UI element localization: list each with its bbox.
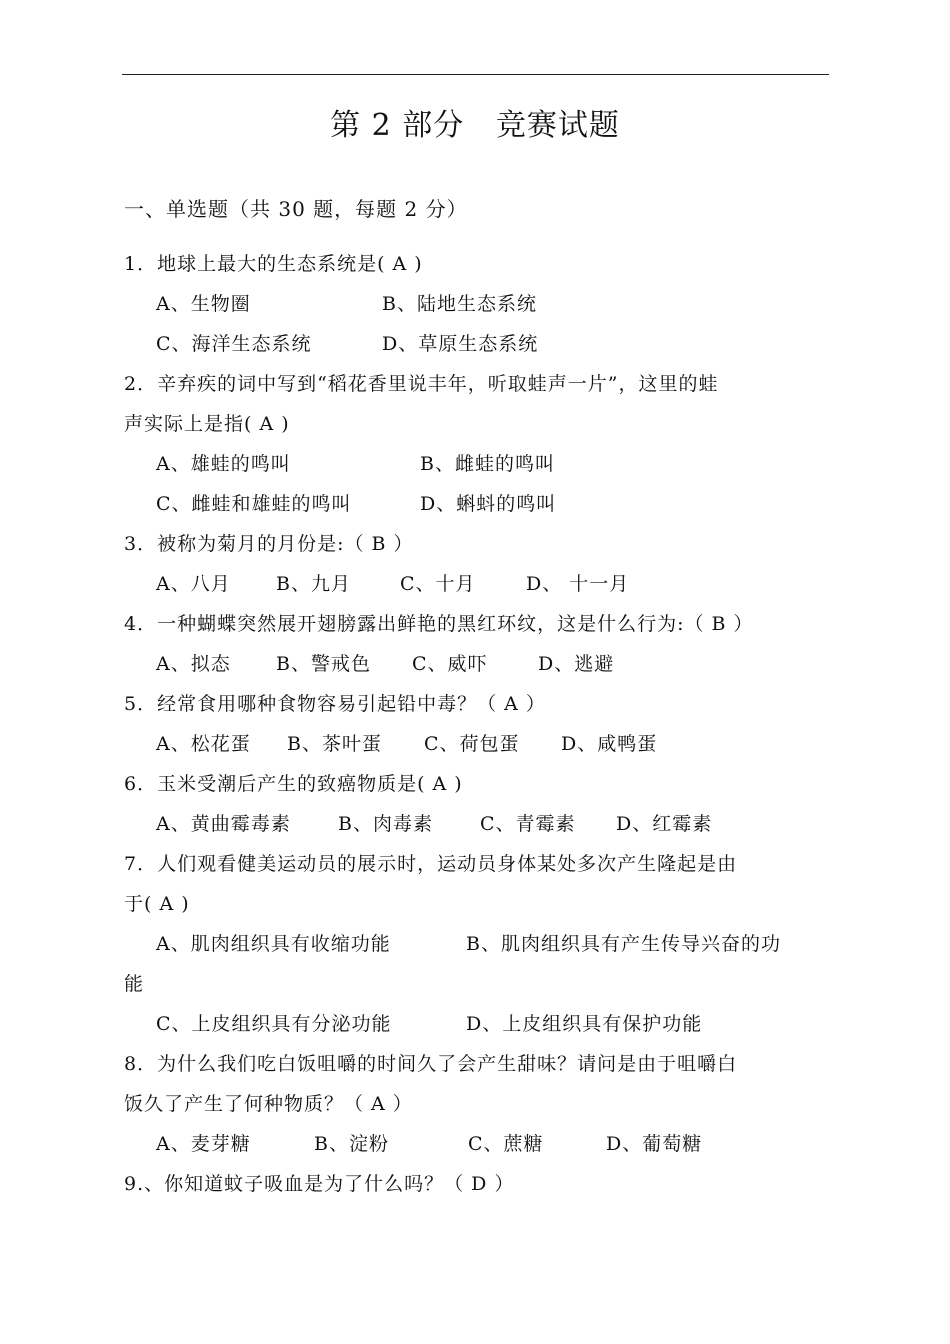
option-b: B、九月 — [276, 573, 351, 595]
option-a: A、生物圈 — [156, 293, 251, 315]
option-a: A、黄曲霉毒素 — [156, 813, 291, 835]
option-a: A、麦芽糖 — [156, 1133, 251, 1155]
question-3: 3．被称为菊月的月份是:（ B ） — [124, 533, 414, 555]
question-9: 9.、你知道蚊子吸血是为了什么吗？（ D ） — [124, 1173, 515, 1195]
option-a: A、雄蛙的鸣叫 — [156, 453, 291, 475]
option-c: C、威吓 — [412, 653, 488, 675]
question-7-line-2: 于( A ) — [124, 893, 190, 915]
option-c: C、蔗糖 — [468, 1133, 544, 1155]
question-4: 4．一种蝴蝶突然展开翅膀露出鲜艳的黑红环纹，这是什么行为:（ B ） — [124, 613, 754, 635]
question-8-line-2: 饭久了产生了何种物质？（ A ） — [124, 1093, 413, 1115]
option-d: D、 十一月 — [526, 573, 630, 595]
question-6: 6．玉米受潮后产生的致癌物质是( A ) — [124, 773, 463, 795]
option-c: C、上皮组织具有分泌功能 — [156, 1013, 392, 1035]
option-b: B、肌肉组织具有产生传导兴奋的功 — [466, 933, 781, 955]
option-d: D、葡萄糖 — [606, 1133, 703, 1155]
option-b: B、雌蛙的鸣叫 — [420, 453, 555, 475]
option-d: D、上皮组织具有保护功能 — [466, 1013, 703, 1035]
option-c: C、雌蛙和雄蛙的鸣叫 — [156, 493, 352, 515]
option-b: B、肉毒素 — [338, 813, 433, 835]
question-1: 1．地球上最大的生态系统是( A ) — [124, 253, 423, 275]
question-2-line-2: 声实际上是指( A ) — [124, 413, 290, 435]
page-title: 第 2 部分 竞赛试题 — [330, 108, 620, 143]
question-2-line-1: 2．辛弃疾的词中写到“稻花香里说丰年，听取蛙声一片”，这里的蛙 — [124, 373, 719, 395]
section-heading: 一、单选题（共 30 题，每题 2 分） — [124, 197, 468, 221]
option-c: C、青霉素 — [480, 813, 576, 835]
option-b-continuation: 能 — [124, 973, 145, 995]
option-d: D、逃避 — [538, 653, 615, 675]
option-b: B、茶叶蛋 — [287, 733, 382, 755]
option-c: C、海洋生态系统 — [156, 333, 312, 355]
option-d: D、草原生态系统 — [382, 333, 539, 355]
question-8-line-1: 8．为什么我们吃白饭咀嚼的时间久了会产生甜味？请问是由于咀嚼白 — [124, 1053, 738, 1075]
option-a: A、松花蛋 — [156, 733, 251, 755]
option-d: D、咸鸭蛋 — [561, 733, 658, 755]
option-d: D、红霉素 — [616, 813, 713, 835]
option-a: A、拟态 — [156, 653, 231, 675]
option-b: B、陆地生态系统 — [382, 293, 537, 315]
question-7-line-1: 7．人们观看健美运动员的展示时，运动员身体某处多次产生隆起是由 — [124, 853, 738, 875]
top-rule — [122, 74, 829, 75]
option-b: B、淀粉 — [314, 1133, 389, 1155]
question-5: 5．经常食用哪种食物容易引起铅中毒？（ A ） — [124, 693, 546, 715]
option-c: C、十月 — [400, 573, 476, 595]
option-a: A、肌肉组织具有收缩功能 — [156, 933, 391, 955]
option-a: A、八月 — [156, 573, 231, 595]
option-d: D、蝌蚪的鸣叫 — [420, 493, 557, 515]
option-b: B、警戒色 — [276, 653, 371, 675]
option-c: C、荷包蛋 — [424, 733, 520, 755]
